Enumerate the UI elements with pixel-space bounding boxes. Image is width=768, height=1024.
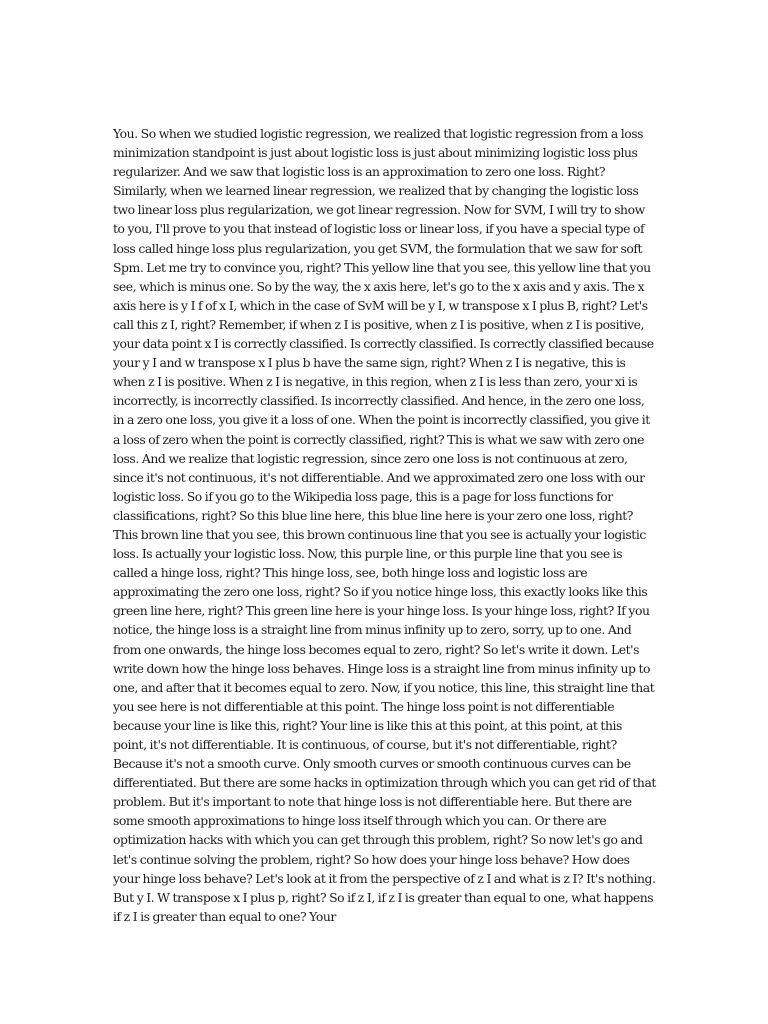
transcript-paragraph: You. So when we studied logistic regression, we realized that logistic regression from a loss minimization standpoint is just about logistic loss is just about minimizing logistic loss plus regularizer. And we saw that logistic loss is an approximation to zero one loss. Right? Similarly, when we learned linear regression, we realized that by changing the logistic loss two linear loss plus regularization, we got linear regression. Now for SVM, I will try to show to you, I'll prove to you that instead of logistic loss or linear loss, if you have a special type of loss called hinge loss plus regularization, you get SVM, the formulation that we saw for soft Spm. Let me try to convince you, right? This yellow line that you see, this yellow line that you see, which is minus one. So by the way, the x axis here, let's go to the x axis and y axis. The x axis here is y I f of x I, which in the case of SvM will be y I, w transpose x I plus B, right? Let's call this z I, right? Remember, if when z I is positive, when z I is positive, when z I is positive, your data point x I is correctly classified. Is correctly classified. Is correctly classified because your y I and w transpose x I plus b have the same sign, right? When z I is negative, this is when z I is positive. When z I is negative, in this region, when z I is less than zero, your xi is incorrectly, is incorrectly classified. Is incorrectly classified. And hence, in the zero one loss, in a zero one loss, you give it a loss of one. When the point is incorrectly classified, you give it a loss of zero when the point is correctly classified, right? This is what we saw with zero one loss. And we realize that logistic regression, since zero one loss is not continuous at zero, since it's not continuous, it's not differentiable. And we approximated zero one loss with our logistic loss. So if you go to the Wikipedia loss page, this is a page for loss functions for classifications, right? So this blue line here, this blue line here is your zero one loss, right? This brown line that you see, this brown continuous line that you see is actually your logistic loss. Is actually your logistic loss. Now, this purple line, or this purple line that you see is called a hinge loss, right? This hinge loss, see, both hinge loss and logistic loss are approximating the zero one loss, right? So if you notice hinge loss, this exactly looks like this green line here, right? This green line here is your hinge loss. Is your hinge loss, right? If you notice, the hinge loss is a straight line from minus infinity up to zero, sorry, up to one. And from one onwards, the hinge loss becomes equal to zero, right? So let's write it down. Let's write down how the hinge loss behaves. Hinge loss is a straight line from minus infinity up to one, and after that it becomes equal to zero. Now, if you notice, this line, this straight line that you see here is not differentiable at this point. The hinge loss point is not differentiable because your line is like this, right? Your line is like this at this point, at this point, at this point, it's not differentiable. It is continuous, of course, but it's not differentiable, right? Because it's not a smooth curve. Only smooth curves or smooth continuous curves can be differentiated. But there are some hacks in optimization through which you can get rid of that problem. But it's important to note that hinge loss is not differentiable here. But there are some smooth approximations to hinge loss itself through which you can. Or there are optimization hacks with which you can get through this problem, right? So now let's go and let's continue solving the problem, right? So how does your hinge loss behave? How does your hinge loss behave? Let's look at it from the perspective of z I and what is z I? It's nothing. But y I. W transpose x I plus p, right? So if z I, if z I is greater than equal to one, what happens if z I is greater than equal to one? Your xyxy=(113,126,656,924)
